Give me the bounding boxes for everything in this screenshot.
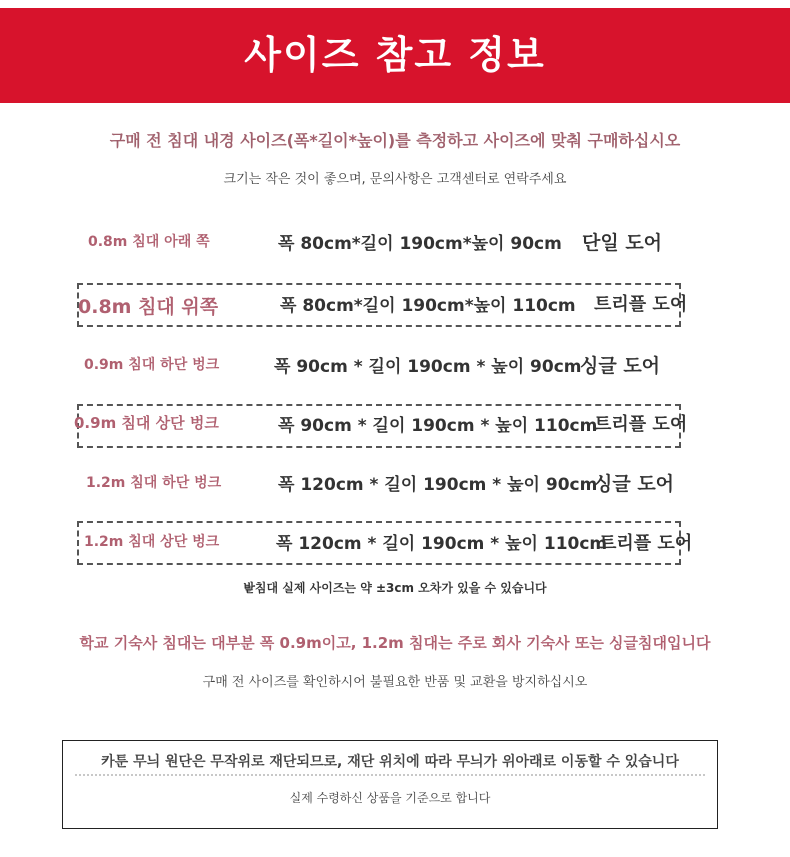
bed-type-label: 0.9m 침대 하단 벙크: [84, 357, 220, 373]
door-type-label: 싱글 도어: [580, 355, 661, 377]
door-type-label: 싱글 도어: [594, 473, 675, 495]
measure-instruction: 구매 전 침대 내경 사이즈(폭*길이*높이)를 측정하고 사이즈에 맞춰 구매하십시오: [109, 131, 681, 150]
pattern-notice-box: [62, 740, 718, 829]
title-banner: [0, 8, 790, 103]
door-type-label: 트리플 도어: [599, 533, 693, 554]
dimension-text: 폭 80cm*길이 190cm*높이 110cm: [280, 296, 576, 316]
contact-instruction: 크기는 작은 것이 좋으며, 문의사항은 고객센터로 연락주세요: [223, 172, 567, 187]
received-product-note: 실제 수령하신 상품을 기준으로 합니다: [289, 791, 491, 805]
page-title: 사이즈 참고 정보: [244, 33, 546, 77]
size-row: [0, 341, 790, 387]
dorm-note: 학교 기숙사 침대는 대부분 폭 0.9m이고, 1.2m 침대는 주로 회사 기숙사 또는 싱글침대입니다: [79, 634, 711, 652]
pattern-notice-text: 카툰 무늬 원단은 무작위로 재단되므로, 재단 위치에 따라 무늬가 위아래로 이동할 수 있습니다: [101, 754, 679, 770]
bed-type-label: 1.2m 침대 하단 벙크: [86, 475, 222, 491]
size-row: [0, 521, 790, 567]
bed-type-label: 1.2m 침대 상단 벙크: [84, 534, 220, 550]
tolerance-note: 받침대 실제 사이즈는 약 ±3cm 오차가 있을 수 있습니다: [243, 581, 547, 595]
bed-type-label: 0.9m 침대 상단 벙크: [74, 414, 219, 432]
size-row: [0, 218, 790, 264]
bed-type-label: 0.8m 침대 위쪽: [78, 296, 219, 318]
divider: [75, 774, 705, 776]
dimension-text: 폭 90cm * 길이 190cm * 높이 90cm: [274, 357, 582, 377]
door-type-label: 단일 도어: [582, 232, 663, 254]
size-row: [0, 459, 790, 505]
dimension-text: 폭 120cm * 길이 190cm * 높이 90cm: [278, 475, 598, 495]
dimension-text: 폭 80cm*길이 190cm*높이 90cm: [278, 234, 562, 254]
size-row: [0, 283, 790, 329]
dimension-text: 폭 90cm * 길이 190cm * 높이 110cm: [278, 416, 598, 436]
dimension-text: 폭 120cm * 길이 190cm * 높이 110cm: [276, 534, 608, 554]
bed-type-label: 0.8m 침대 아래 쪽: [88, 234, 210, 250]
confirm-note: 구매 전 사이즈를 확인하시어 불필요한 반품 및 교환을 방지하십시오: [202, 675, 588, 690]
door-type-label: 트리플 도어: [594, 414, 688, 435]
door-type-label: 트리플 도어: [594, 294, 688, 315]
size-row: [0, 404, 790, 450]
